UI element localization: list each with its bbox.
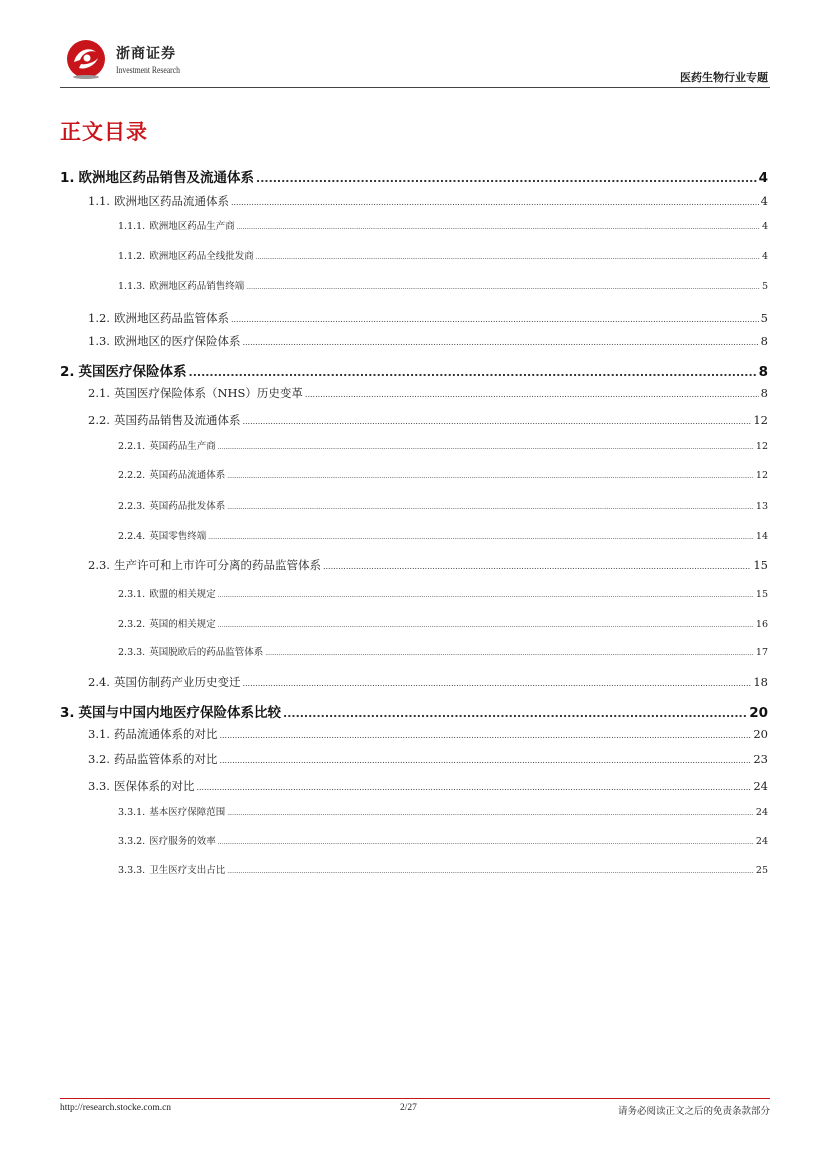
toc-entry-label: [118, 528, 206, 542]
toc-entry-text: 卫生医疗支出占比: [149, 865, 226, 876]
toc-dot-leader: [227, 868, 754, 875]
toc-dot-leader: [218, 839, 754, 846]
toc-entry-label: [118, 862, 225, 876]
report-type: 医药生物行业专题: [680, 71, 768, 84]
toc-entry-page: 15: [753, 558, 768, 572]
toc-entry-level3[interactable]: [60, 644, 768, 658]
toc-entry-level3[interactable]: [60, 467, 768, 481]
toc-entry-label: [88, 674, 240, 690]
toc-entry-page: 8: [760, 386, 768, 400]
toc-entry-number: 3.1.: [88, 727, 110, 741]
toc-entry-label: [88, 778, 194, 794]
toc-dot-leader: [242, 338, 758, 347]
toc-entry-label: [118, 586, 216, 600]
toc-entry-level3[interactable]: [60, 804, 768, 818]
toc-entry-number: 3.3.2.: [118, 836, 146, 847]
toc-entry-text: 英国药品流通体系: [149, 470, 226, 481]
toc-entry-page: 12: [753, 413, 768, 427]
toc-entry-label: [88, 726, 217, 742]
toc-entry-text: 欧盟的相关规定: [149, 589, 216, 600]
toc-entry-text: 欧洲地区药品销售终端: [149, 281, 245, 292]
toc-entry-text: 欧洲地区的医疗保险体系: [113, 334, 241, 348]
header-divider: [60, 87, 770, 88]
toc-entry-number: 2.2.3.: [118, 501, 146, 512]
toc-entry-page: 20: [749, 705, 768, 721]
toc-entry-number: 1.1.: [88, 194, 110, 208]
toc-entry-number: 1.3.: [88, 334, 110, 348]
toc-entry-page: 24: [755, 807, 768, 818]
toc-dot-leader: [218, 592, 754, 599]
toc-entry-number: 1.1.1.: [118, 221, 146, 232]
toc-entry-level2[interactable]: [60, 333, 768, 349]
toc-entry-text: 英国的相关规定: [149, 619, 216, 630]
toc-entry-label: [118, 804, 225, 818]
page-footer: [60, 1103, 770, 1119]
toc-entry-page: 24: [755, 836, 768, 847]
toc-entry-number: 2.1.: [88, 386, 110, 400]
toc-entry-number: 3.: [60, 705, 75, 721]
toc-entry-text: 生产许可和上市许可分离的药品监管体系: [113, 558, 321, 572]
footer-disclaimer: 请务必阅读正文之后的免责条款部分: [617, 1106, 770, 1117]
toc-entry-level3[interactable]: [60, 833, 768, 847]
toc-entry-level1[interactable]: [60, 360, 768, 380]
toc-entry-number: 2.3.3.: [118, 647, 146, 658]
toc-entry-page: 8: [760, 334, 768, 348]
toc-entry-number: 2.2.: [88, 413, 110, 427]
toc-dot-leader: [196, 783, 751, 792]
toc-entry-level3[interactable]: [60, 616, 768, 630]
toc-entry-number: 2.3.1.: [118, 589, 146, 600]
toc-entry-number: 2.4.: [88, 675, 110, 689]
toc-entry-level3[interactable]: [60, 438, 768, 452]
toc-dot-leader: [242, 417, 751, 426]
toc-entry-level3[interactable]: [60, 862, 768, 876]
toc-entry-number: 2.2.4.: [118, 531, 146, 542]
toc-entry-level2[interactable]: [60, 385, 768, 401]
toc-entry-label: [118, 248, 254, 262]
toc-entry-number: 3.3.1.: [118, 807, 146, 818]
toc-dot-leader: [219, 731, 751, 740]
toc-entry-level3[interactable]: [60, 528, 768, 542]
toc-dot-leader: [227, 810, 754, 817]
toc-entry-page: 4: [760, 194, 768, 208]
toc-entry-level2[interactable]: [60, 557, 768, 573]
toc-entry-text: 英国脱欧后的药品监管体系: [149, 647, 264, 658]
toc-entry-level1[interactable]: [60, 166, 768, 186]
toc-entry-label: [88, 310, 229, 326]
toc-dot-leader: [246, 284, 760, 291]
toc-entry-label: [118, 218, 235, 232]
toc-dot-leader: [237, 224, 760, 231]
toc-entry-level2[interactable]: [60, 310, 768, 326]
toc-entry-text: 基本医疗保障范围: [149, 807, 226, 818]
toc-entry-label: [88, 193, 229, 209]
toc-entry-text: 药品流通体系的对比: [113, 727, 218, 741]
toc-entry-text: 英国与中国内地医疗保险体系比较: [78, 705, 282, 721]
toc-entry-text: 英国药品批发体系: [149, 501, 226, 512]
toc-dot-leader: [189, 366, 757, 379]
toc-entry-label: [88, 557, 321, 573]
toc-entry-number: 2.2.2.: [118, 470, 146, 481]
toc-entry-label: [60, 166, 254, 186]
toc-dot-leader: [323, 562, 751, 571]
toc-dot-leader: [305, 390, 759, 399]
toc-dot-leader: [227, 473, 754, 480]
toc-dot-leader: [265, 650, 754, 657]
brand-name-cn: 浙商证券: [116, 46, 176, 62]
toc-entry-page: 4: [758, 170, 768, 186]
toc-entry-label: [60, 360, 187, 380]
toc-entry-text: 英国仿制药产业历史变迁: [113, 675, 241, 689]
toc-entry-number: 2.3.2.: [118, 619, 146, 630]
toc-entry-label: [118, 498, 225, 512]
toc-entry-number: 2.2.1.: [118, 441, 146, 452]
toc-entry-page: 14: [755, 531, 768, 542]
toc-entry-number: 2.3.: [88, 558, 110, 572]
toc-entry-page: 16: [755, 619, 768, 630]
toc-entry-text: 英国药品销售及流通体系: [113, 413, 241, 427]
page-number: 2/27: [400, 1103, 417, 1113]
toc-entry-label: [118, 467, 225, 481]
brand-name-en: Investment Research: [116, 65, 180, 75]
toc-entry-label: [118, 278, 244, 292]
toc-entry-text: 欧洲地区药品流通体系: [113, 194, 229, 208]
toc-entry-text: 欧洲地区药品全线批发商: [149, 251, 254, 262]
zheshang-logo-icon: [65, 38, 107, 80]
toc-entry-text: 医保体系的对比: [113, 779, 195, 793]
toc-entry-page: 20: [753, 727, 768, 741]
toc-entry-page: 12: [755, 441, 768, 452]
toc-entry-number: 1.2.: [88, 311, 110, 325]
toc-entry-label: [118, 644, 263, 658]
toc-entry-number: 3.2.: [88, 752, 110, 766]
toc-entry-page: 24: [753, 779, 768, 793]
toc-entry-text: 药品监管体系的对比: [113, 752, 218, 766]
toc-dot-leader: [256, 172, 757, 185]
toc-title: 正文目录: [60, 120, 148, 144]
toc-entry-page: 15: [755, 589, 768, 600]
toc-dot-leader: [219, 756, 751, 765]
toc-entry-label: [118, 833, 216, 847]
toc-entry-page: 18: [753, 675, 768, 689]
toc-entry-text: 英国医疗保险体系: [78, 364, 187, 380]
toc-entry-text: 欧洲地区药品监管体系: [113, 311, 229, 325]
toc-dot-leader: [218, 622, 754, 629]
toc-entry-level3[interactable]: [60, 586, 768, 600]
footer-url[interactable]: http://research.stocke.com.cn: [60, 1103, 172, 1113]
toc-dot-leader: [256, 254, 760, 261]
brand-block: [116, 43, 191, 75]
toc-entry-text: 欧洲地区药品销售及流通体系: [78, 170, 255, 186]
toc-entry-level3[interactable]: [60, 498, 768, 512]
toc-entry-text: 英国药品生产商: [149, 441, 216, 452]
toc-entry-text: 欧洲地区药品生产商: [149, 221, 235, 232]
toc-entry-page: 17: [755, 647, 768, 658]
toc-entry-page: 13: [755, 501, 768, 512]
toc-entry-label: [118, 438, 216, 452]
toc-entry-text: 医疗服务的效率: [149, 836, 216, 847]
toc-entry-page: 4: [761, 251, 768, 262]
toc-dot-leader: [283, 707, 747, 720]
toc-entry-number: 1.: [60, 170, 75, 186]
toc-entry-page: 12: [755, 470, 768, 481]
toc-entry-page: 8: [758, 364, 768, 380]
toc-entry-label: [88, 751, 217, 767]
toc-entry-level2[interactable]: [60, 674, 768, 690]
toc-dot-leader: [227, 504, 754, 511]
footer-divider: [60, 1098, 770, 1099]
toc-entry-level2[interactable]: [60, 778, 768, 794]
toc-entry-page: 23: [753, 752, 768, 766]
toc-entry-number: 1.1.3.: [118, 281, 146, 292]
toc-entry-number: 1.1.2.: [118, 251, 146, 262]
toc-entry-level2[interactable]: [60, 751, 768, 767]
toc-entry-label: [60, 701, 281, 721]
toc-dot-leader: [231, 198, 759, 207]
toc-entry-text: 英国零售终端: [149, 531, 207, 542]
toc-entry-number: 2.: [60, 364, 75, 380]
toc-entry-level3[interactable]: [60, 248, 768, 262]
toc-entry-level1[interactable]: [60, 701, 768, 721]
toc-dot-leader: [231, 315, 759, 324]
toc-entry-label: [88, 412, 240, 428]
toc-entry-page: 25: [755, 865, 768, 876]
toc-entry-page: 5: [760, 311, 768, 325]
toc-entry-page: 4: [761, 221, 768, 232]
toc-entry-label: [118, 616, 216, 630]
toc-entry-level2[interactable]: [60, 726, 768, 742]
toc-entry-level2[interactable]: [60, 193, 768, 209]
toc-entry-level3[interactable]: [60, 218, 768, 232]
toc-dot-leader: [208, 534, 754, 541]
toc-entry-label: [88, 385, 303, 401]
toc-dot-leader: [218, 444, 754, 451]
toc-dot-leader: [242, 679, 751, 688]
toc-entry-number: 3.3.: [88, 779, 110, 793]
toc-entry-level3[interactable]: [60, 278, 768, 292]
toc-entry-text: 英国医疗保险体系（NHS）历史变革: [113, 386, 303, 400]
toc-entry-number: 3.3.3.: [118, 865, 146, 876]
toc-entry-label: [88, 333, 240, 349]
toc-entry-level2[interactable]: [60, 412, 768, 428]
toc-entry-page: 5: [761, 281, 768, 292]
page-header: [60, 28, 770, 90]
